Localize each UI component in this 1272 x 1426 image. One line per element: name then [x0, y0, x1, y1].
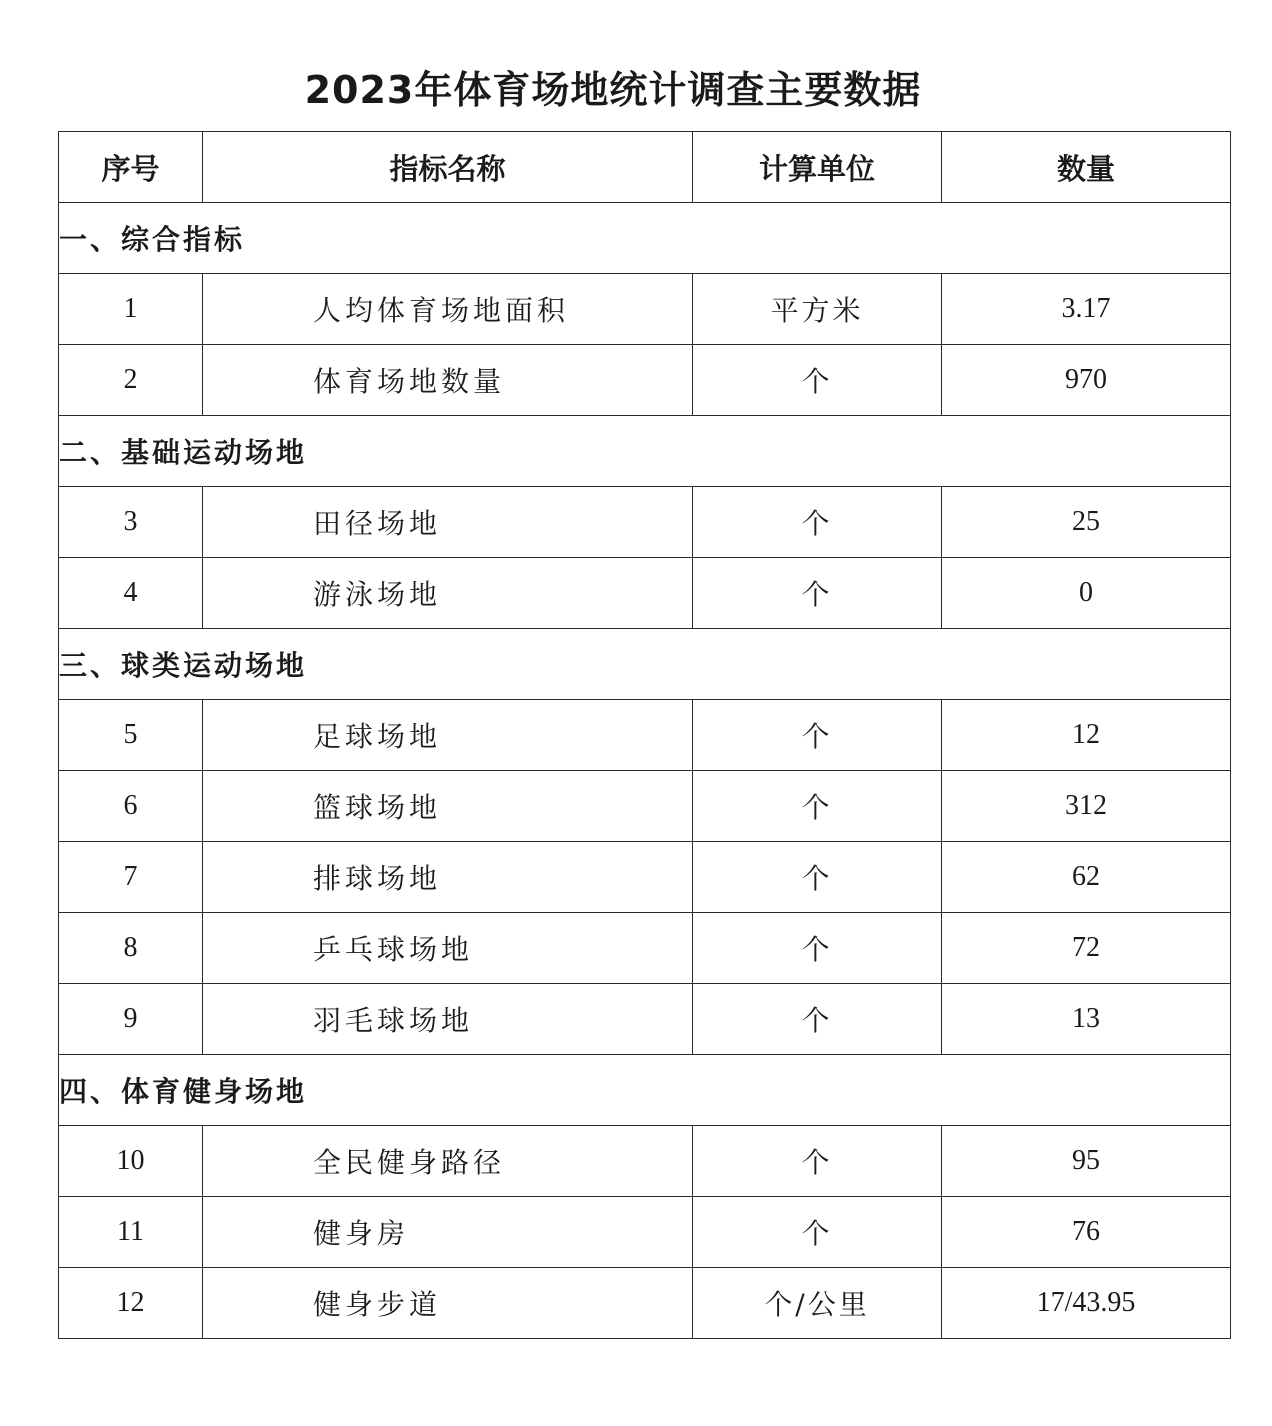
row-quantity: 970	[942, 345, 1231, 416]
row-quantity: 0	[942, 558, 1231, 629]
row-index: 11	[59, 1197, 203, 1268]
row-name: 足球场地	[203, 700, 693, 771]
table-row	[59, 558, 1231, 629]
statistics-table	[58, 131, 1231, 1339]
row-quantity: 62	[942, 842, 1231, 913]
row-name: 人均体育场地面积	[203, 274, 693, 345]
table-body	[59, 203, 1231, 1339]
row-name: 健身房	[203, 1197, 693, 1268]
row-quantity: 13	[942, 984, 1231, 1055]
row-index: 10	[59, 1126, 203, 1197]
header-name: 指标名称	[203, 132, 693, 203]
row-name: 健身步道	[203, 1268, 693, 1339]
section-heading: 一、综合指标	[59, 203, 1231, 274]
row-quantity: 25	[942, 487, 1231, 558]
row-quantity: 72	[942, 913, 1231, 984]
section-heading-row	[59, 203, 1231, 274]
row-unit: 个	[693, 487, 942, 558]
row-name: 体育场地数量	[203, 345, 693, 416]
row-quantity: 95	[942, 1126, 1231, 1197]
table-row	[59, 1197, 1231, 1268]
header-unit: 计算单位	[693, 132, 942, 203]
row-quantity: 76	[942, 1197, 1231, 1268]
row-name: 排球场地	[203, 842, 693, 913]
row-name: 游泳场地	[203, 558, 693, 629]
row-unit: 个	[693, 345, 942, 416]
row-quantity: 3.17	[942, 274, 1231, 345]
row-index: 9	[59, 984, 203, 1055]
row-unit: 平方米	[693, 274, 942, 345]
row-quantity: 312	[942, 771, 1231, 842]
row-unit: 个	[693, 842, 942, 913]
row-name: 羽毛球场地	[203, 984, 693, 1055]
row-index: 4	[59, 558, 203, 629]
table-row	[59, 700, 1231, 771]
header-index: 序号	[59, 132, 203, 203]
table-row	[59, 274, 1231, 345]
row-unit: 个	[693, 913, 942, 984]
row-index: 5	[59, 700, 203, 771]
section-heading-row	[59, 629, 1231, 700]
row-name: 篮球场地	[203, 771, 693, 842]
row-unit: 个/公里	[693, 1268, 942, 1339]
row-index: 8	[59, 913, 203, 984]
section-heading-row	[59, 1055, 1231, 1126]
table-row	[59, 1126, 1231, 1197]
row-quantity: 12	[942, 700, 1231, 771]
row-index: 7	[59, 842, 203, 913]
table-header-row	[59, 132, 1231, 203]
row-index: 2	[59, 345, 203, 416]
row-unit: 个	[693, 771, 942, 842]
table-row	[59, 771, 1231, 842]
table-row	[59, 842, 1231, 913]
table-row	[59, 345, 1231, 416]
row-unit: 个	[693, 700, 942, 771]
row-index: 6	[59, 771, 203, 842]
section-heading: 二、基础运动场地	[59, 416, 1231, 487]
table-row	[59, 913, 1231, 984]
table-row	[59, 984, 1231, 1055]
row-unit: 个	[693, 1126, 942, 1197]
row-name: 全民健身路径	[203, 1126, 693, 1197]
row-unit: 个	[693, 984, 942, 1055]
page-title: 2023年体育场地统计调查主要数据	[304, 68, 922, 112]
row-quantity: 17/43.95	[942, 1268, 1231, 1339]
row-index: 1	[59, 274, 203, 345]
section-heading: 三、球类运动场地	[59, 629, 1231, 700]
table-row	[59, 487, 1231, 558]
section-heading: 四、体育健身场地	[59, 1055, 1231, 1126]
header-quantity: 数量	[942, 132, 1231, 203]
section-heading-row	[59, 416, 1231, 487]
row-name: 乒乓球场地	[203, 913, 693, 984]
row-index: 12	[59, 1268, 203, 1339]
row-unit: 个	[693, 558, 942, 629]
row-index: 3	[59, 487, 203, 558]
table-row	[59, 1268, 1231, 1339]
row-unit: 个	[693, 1197, 942, 1268]
row-name: 田径场地	[203, 487, 693, 558]
